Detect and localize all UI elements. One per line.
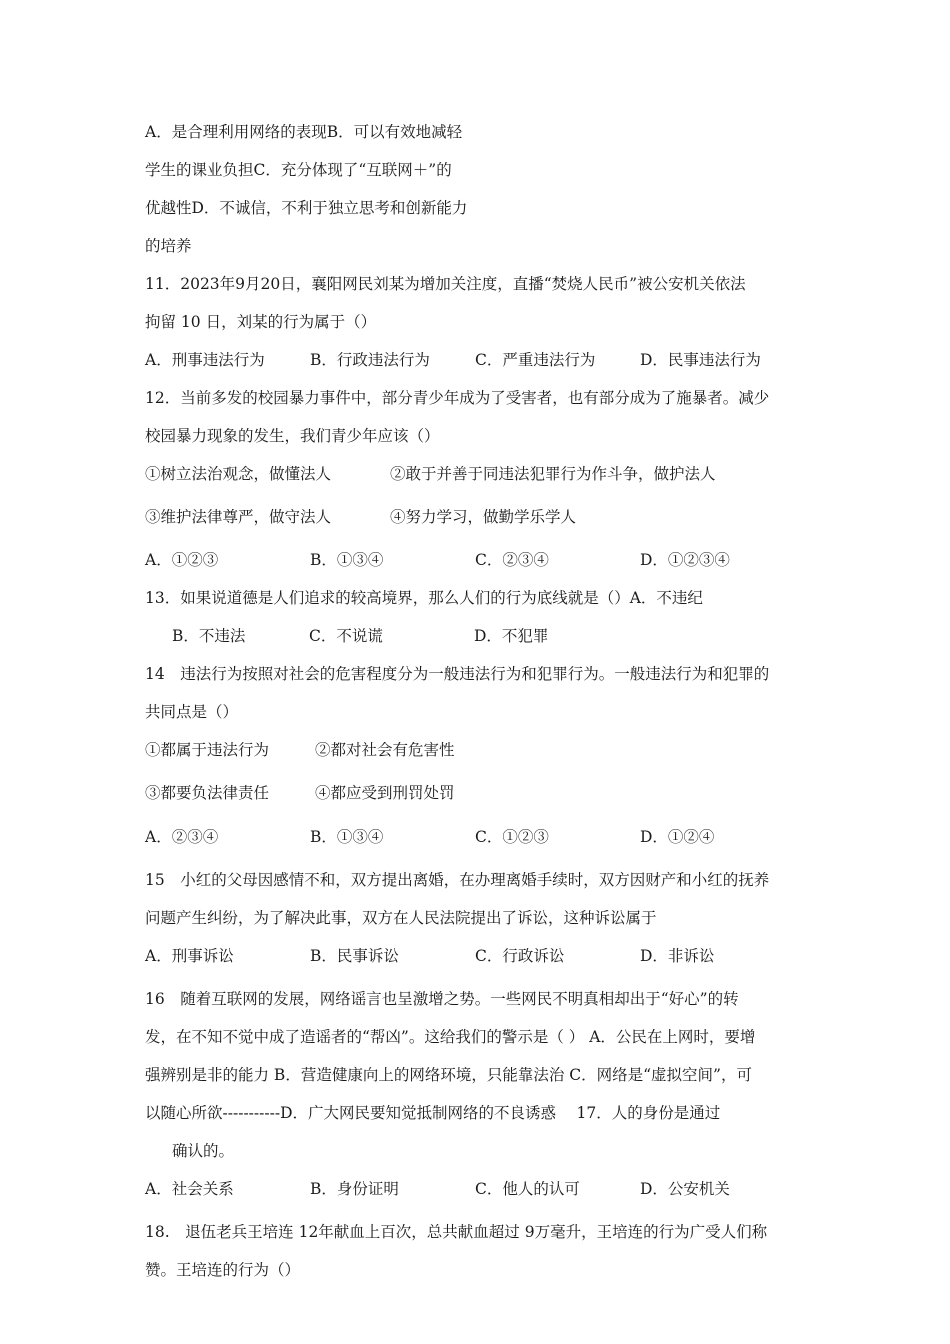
q14-statements-row-2 <box>145 783 455 803</box>
q12-stem-line-1: 12．当前多发的校园暴力事件中，部分青少年成为了受害者，也有部分成为了施暴者。减少 <box>145 389 770 407</box>
q18-stem-line-2: 赞。王培连的行为（） <box>145 1261 301 1279</box>
q14-option-a: A．②③④ <box>145 828 219 846</box>
q17-option-c: C．他人的认可 <box>475 1180 580 1198</box>
q14-stem-line-1: 14 违法行为按照对社会的危害程度分为一般违法行为和犯罪行为。一般违法行为和犯罪的 <box>145 665 770 683</box>
q10-line-3: 优越性D．不诚信，不利于独立思考和创新能力 <box>145 199 468 217</box>
q16-line-4: 以随心所欲-----------D．广大网民要知觉抵制网络的不良诱惑 17．人的身份是通过 <box>145 1104 721 1122</box>
q12-statements-row-1 <box>145 464 716 484</box>
q14-options <box>145 827 714 847</box>
q10-line-1: A．是合理利用网络的表现B．可以有效地减轻 <box>145 123 463 141</box>
q15-option-d: D．非诉讼 <box>640 947 715 965</box>
q17-option-b: B．身份证明 <box>310 1180 399 1198</box>
q10-line-2: 学生的课业负担C．充分体现了“互联网＋”的 <box>145 161 452 179</box>
q14-statement-3: ③都要负法律责任 <box>145 784 270 802</box>
q18-stem-line-1: 18. 退伍老兵王培连 12年献血上百次，总共献血超过 9万毫升，王培连的行为广受人们称 <box>145 1223 768 1241</box>
q17-stem-line-2: 确认的。 <box>172 1142 235 1160</box>
q11-option-d: D．民事违法行为 <box>640 351 761 369</box>
q17-options <box>145 1179 730 1199</box>
q12-stem-line-2: 校园暴力现象的发生，我们青少年应该（） <box>145 427 440 445</box>
q11-option-b: B．行政违法行为 <box>310 351 430 369</box>
q14-statement-4: ④都应受到刑罚处罚 <box>315 784 455 802</box>
q14-stem-line-2: 共同点是（） <box>145 703 239 721</box>
q12-option-b: B．①③④ <box>310 551 384 569</box>
q11-options <box>145 350 761 370</box>
q15-option-c: C．行政诉讼 <box>475 947 565 965</box>
q14-statement-1: ①都属于违法行为 <box>145 741 270 759</box>
q14-statement-2: ②都对社会有危害性 <box>315 741 455 759</box>
q15-stem-line-1: 15 小红的父母因感情不和，双方提出离婚，在办理离婚手续时，双方因财产和小红的抚养 <box>145 871 770 889</box>
q15-option-b: B．民事诉讼 <box>310 947 399 965</box>
q12-statement-2: ②敢于并善于同违法犯罪行为作斗争，做护法人 <box>390 465 716 483</box>
q12-options <box>145 550 730 570</box>
q13-option-b: B．不违法 <box>172 627 246 645</box>
q10-line-4: 的培养 <box>145 237 192 255</box>
q12-statement-4: ④努力学习，做勤学乐学人 <box>390 508 577 526</box>
q15-options <box>145 946 714 966</box>
q17-option-d: D．公安机关 <box>640 1180 730 1198</box>
q16-line-1: 16 随着互联网的发展，网络谣言也呈激增之势。一些网民不明真相却出于“好心”的转 <box>145 990 739 1008</box>
q14-option-c: C．①②③ <box>475 828 549 846</box>
q13-options <box>172 626 548 646</box>
q11-option-a: A．刑事违法行为 <box>145 351 265 369</box>
q12-option-d: D．①②③④ <box>640 551 730 569</box>
q13-option-d: D．不犯罪 <box>474 627 549 645</box>
q11-stem-line-2: 拘留 10 日，刘某的行为属于（） <box>145 313 377 331</box>
q13-stem: 13．如果说道德是人们追求的较高境界，那么人们的行为底线就是（）A．不违纪 <box>145 589 703 607</box>
q12-statement-1: ①树立法治观念，做懂法人 <box>145 465 332 483</box>
q11-option-c: C．严重违法行为 <box>475 351 596 369</box>
q12-statement-3: ③维护法律尊严，做守法人 <box>145 508 332 526</box>
q14-option-d: D．①②④ <box>640 828 715 846</box>
q11-stem-line-1: 11．2023年9月20日，襄阳网民刘某为增加关注度，直播“焚烧人民币”被公安机关依法 <box>145 275 746 293</box>
q12-option-a: A．①②③ <box>145 551 219 569</box>
q14-statements-row-1 <box>145 740 455 760</box>
q16-line-2: 发，在不知不觉中成了造谣者的“帮凶”。这给我们的警示是（ ） A．公民在上网时，要增 <box>145 1028 756 1046</box>
q15-stem-line-2: 问题产生纠纷，为了解决此事，双方在人民法院提出了诉讼，这种诉讼属于 <box>145 909 657 927</box>
q13-option-c: C．不说谎 <box>309 627 383 645</box>
q14-option-b: B．①③④ <box>310 828 384 846</box>
q15-option-a: A．刑事诉讼 <box>145 947 234 965</box>
q16-line-3: 强辨别是非的能力 B．营造健康向上的网络环境，只能靠法治 C．网络是“虚拟空间”，可 <box>145 1066 752 1084</box>
q12-statements-row-2 <box>145 507 576 527</box>
q12-option-c: C．②③④ <box>475 551 549 569</box>
q17-option-a: A．社会关系 <box>145 1180 234 1198</box>
